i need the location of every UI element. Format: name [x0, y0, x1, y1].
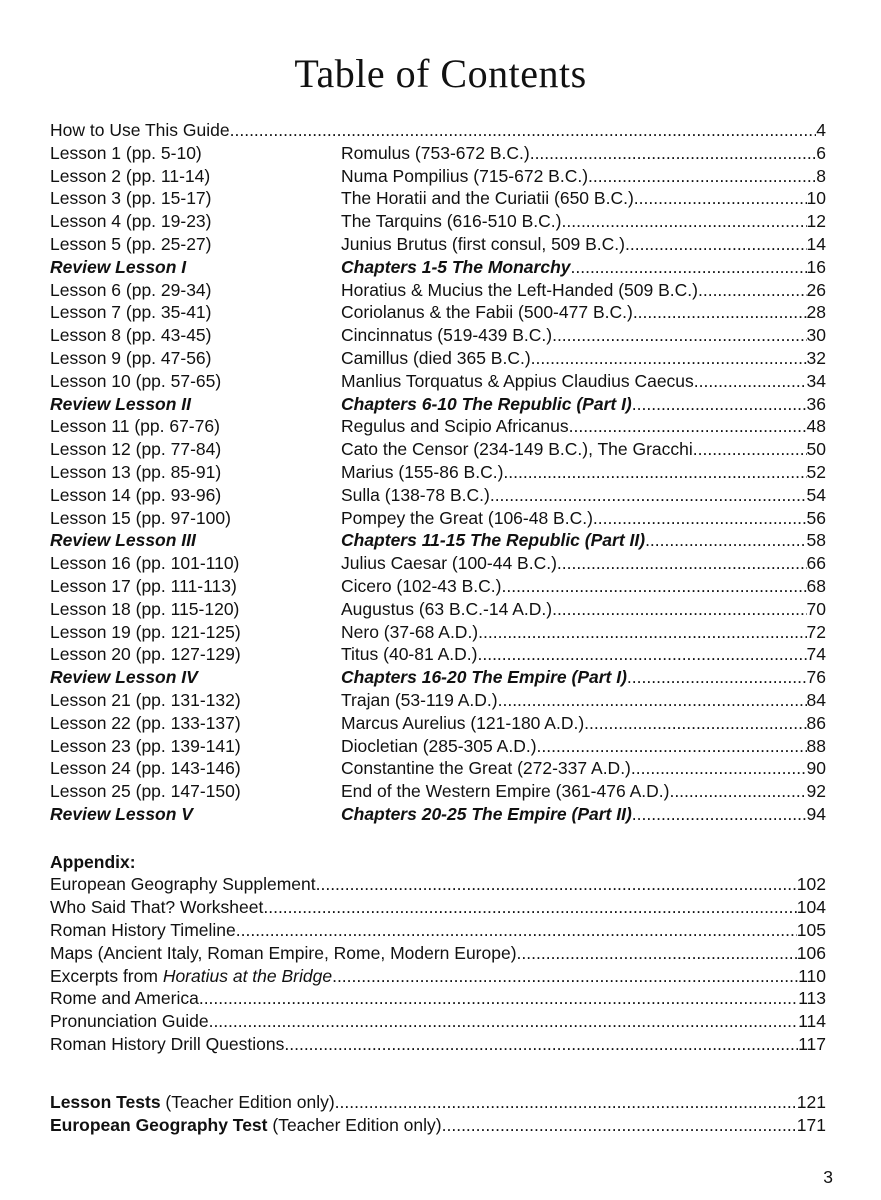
toc-lesson-row[interactable] — [50, 187, 826, 210]
toc-entry — [341, 256, 826, 279]
dot-leader — [490, 484, 807, 507]
dot-leader — [631, 757, 807, 780]
appendix-row[interactable] — [50, 1010, 826, 1033]
toc-entry — [341, 803, 826, 826]
toc-lesson-row[interactable] — [50, 142, 826, 165]
toc-entry-title: Sulla (138-78 B.C.) — [341, 484, 490, 505]
toc-lesson-row[interactable] — [50, 165, 826, 188]
toc-review-row[interactable] — [50, 256, 826, 279]
toc-lesson-label: Lesson 7 (pp. 35-41) — [50, 302, 212, 323]
page-title: Table of Contents — [294, 51, 587, 96]
appendix-row[interactable] — [50, 987, 826, 1010]
toc-entry-title: Camillus (died 365 B.C.) — [341, 347, 531, 368]
toc-entry-title: The Horatii and the Curiatii (650 B.C.) — [341, 188, 634, 209]
toc-entry-title: Augustus (63 B.C.-14 A.D.) — [341, 598, 553, 619]
toc-entry — [341, 598, 826, 621]
toc-entry-title: Regulus and Scipio Africanus — [341, 416, 569, 437]
toc-lesson-label: Lesson 20 (pp. 127-129) — [50, 644, 241, 665]
toc-page-number: 4 — [816, 120, 826, 140]
test-entry-title — [50, 1091, 335, 1114]
toc-lesson-label: Lesson 21 (pp. 131-132) — [50, 689, 241, 710]
toc-lesson-label: Lesson 25 (pp. 147-150) — [50, 781, 241, 802]
dot-leader — [498, 689, 807, 712]
toc-lesson-row[interactable] — [50, 780, 826, 803]
dot-leader — [335, 1091, 797, 1114]
test-row[interactable] — [50, 1091, 826, 1114]
toc-entry — [341, 507, 826, 530]
toc-page-number: 34 — [806, 370, 826, 391]
appendix-page-number: 102 — [796, 874, 826, 894]
toc-lesson-row[interactable] — [50, 210, 826, 233]
toc-entry-title: Trajan (53-119 A.D.) — [341, 689, 498, 710]
appendix-page-number: 104 — [796, 896, 826, 917]
dot-leader — [562, 210, 807, 233]
appendix-page-number: 106 — [796, 942, 826, 963]
toc-entry-title: Romulus (753-672 B.C.) — [341, 142, 530, 163]
toc-entry — [341, 757, 826, 780]
dot-leader — [552, 324, 806, 347]
toc-lesson-row[interactable] — [50, 324, 826, 347]
appendix-page-number: 113 — [798, 988, 826, 1009]
toc-entry-title: Chapters 16-20 The Empire (Part I) — [341, 667, 627, 688]
toc-entry — [341, 142, 826, 165]
dot-leader — [634, 187, 807, 210]
toc-entry-title: Diocletian (285-305 A.D.) — [341, 735, 537, 756]
toc-lesson-label: Lesson 22 (pp. 133-137) — [50, 712, 241, 733]
toc-page-number: 48 — [806, 416, 826, 437]
toc-page-number: 68 — [806, 575, 826, 596]
toc-lesson-label: Lesson 9 (pp. 47-56) — [50, 347, 212, 368]
toc-entry-title: Marius (155-86 B.C.) — [341, 461, 504, 482]
dot-leader — [332, 965, 798, 988]
toc-page-number: 76 — [806, 667, 826, 688]
dot-leader — [478, 621, 806, 644]
toc-list — [50, 119, 826, 826]
toc-entry — [341, 529, 826, 552]
toc-lesson-label: Lesson 16 (pp. 101-110) — [50, 553, 240, 574]
toc-lesson-row[interactable] — [50, 484, 826, 507]
dot-leader — [477, 643, 806, 666]
toc-entry-title: Nero (37-68 A.D.) — [341, 621, 479, 642]
appendix-entry-title: Roman History Drill Questions — [50, 1034, 285, 1055]
toc-entry — [341, 438, 826, 461]
toc-lesson-label: Review Lesson V — [50, 803, 193, 824]
toc-lesson-row[interactable] — [50, 712, 826, 735]
test-page-number: 171 — [796, 1115, 826, 1135]
page-number: 3 — [823, 1167, 833, 1187]
toc-entry — [341, 301, 826, 324]
appendix-entry-italic: Horatius at the Bridge — [162, 965, 333, 986]
toc-entry — [341, 415, 826, 438]
dot-leader — [199, 987, 798, 1010]
toc-lesson-label: Lesson 2 (pp. 11-14) — [50, 165, 211, 186]
appendix-heading: Appendix: — [50, 852, 136, 872]
toc-lesson-label: Review Lesson I — [50, 256, 187, 277]
dot-leader — [698, 279, 807, 302]
dot-leader — [571, 256, 807, 279]
dot-leader — [632, 393, 807, 416]
toc-lesson-label: Lesson 18 (pp. 115-120) — [50, 598, 240, 619]
dot-leader — [633, 301, 807, 324]
toc-entry-title: Chapters 6-10 The Republic (Part I) — [341, 393, 632, 414]
appendix-row[interactable] — [50, 873, 826, 896]
appendix-rows — [50, 873, 826, 1056]
dot-leader — [230, 119, 817, 142]
toc-page-number: 58 — [806, 530, 826, 551]
dot-leader — [236, 919, 797, 942]
toc-entry-title: Chapters 20-25 The Empire (Part II) — [341, 803, 632, 824]
appendix-page-number: 114 — [798, 1011, 826, 1032]
appendix-row[interactable] — [50, 919, 826, 942]
toc-lesson-row[interactable] — [50, 757, 826, 780]
toc-entry — [341, 484, 826, 507]
dot-leader — [501, 575, 806, 598]
toc-entry-title: Coriolanus & the Fabii (500-477 B.C.) — [341, 302, 633, 323]
toc-lesson-label: Review Lesson II — [50, 393, 192, 414]
toc-page-number: 36 — [806, 393, 826, 414]
toc-lesson-row[interactable] — [50, 279, 826, 302]
toc-page-number: 54 — [806, 484, 826, 505]
dot-leader — [537, 735, 807, 758]
toc-entry-title: Cato the Censor (234-149 B.C.), The Gracchi — [341, 439, 693, 460]
toc-review-row[interactable] — [50, 393, 826, 416]
toc-lesson-row[interactable] — [50, 507, 826, 530]
dot-leader — [632, 803, 807, 826]
toc-review-row[interactable] — [50, 529, 826, 552]
toc-entry-title: Horatius & Mucius the Left-Handed (509 B.C.) — [341, 279, 698, 300]
dot-leader — [645, 529, 806, 552]
toc-entry-title: Cincinnatus (519-439 B.C.) — [341, 325, 553, 346]
toc-entry-title: Numa Pompilius (715-672 B.C.) — [341, 165, 589, 186]
appendix-entry-title: Who Said That? Worksheet — [50, 896, 264, 917]
appendix-entry-title — [50, 965, 332, 988]
dot-leader — [316, 873, 797, 896]
toc-lesson-label: Lesson 19 (pp. 121-125) — [50, 621, 241, 642]
toc-entry — [341, 712, 826, 735]
toc-page-number: 50 — [806, 439, 826, 460]
toc-lesson-label: Lesson 8 (pp. 43-45) — [50, 325, 212, 346]
toc-entry — [341, 666, 826, 689]
toc-entry-title: Junius Brutus (first consul, 509 B.C.) — [341, 233, 625, 254]
dot-leader — [531, 347, 807, 370]
toc-page-number: 74 — [806, 644, 826, 665]
toc-entry — [341, 552, 826, 575]
test-page-number: 121 — [796, 1092, 826, 1112]
toc-entry — [341, 324, 826, 347]
toc-lesson-label: Lesson 14 (pp. 93-96) — [50, 484, 222, 505]
toc-entry — [341, 393, 826, 416]
toc-page-number: 66 — [806, 553, 826, 574]
toc-lesson-label: Lesson 17 (pp. 111-113) — [50, 575, 237, 596]
appendix-entry-title: European Geography Supplement — [50, 874, 316, 894]
toc-entry — [341, 461, 826, 484]
toc-entry — [341, 347, 826, 370]
dot-leader — [588, 165, 816, 188]
toc-lesson-row[interactable] — [50, 552, 826, 575]
toc-intro-row[interactable] — [50, 119, 826, 142]
toc-entry — [341, 735, 826, 758]
toc-lesson-row[interactable] — [50, 461, 826, 484]
dot-leader — [693, 438, 807, 461]
toc-page-number: 14 — [806, 233, 826, 254]
dot-leader — [625, 233, 807, 256]
toc-review-row[interactable] — [50, 803, 826, 826]
appendix-row[interactable] — [50, 965, 826, 988]
toc-lesson-row[interactable] — [50, 643, 826, 666]
dot-leader — [694, 370, 807, 393]
toc-lesson-row[interactable] — [50, 575, 826, 598]
toc-page-number: 94 — [806, 803, 826, 824]
toc-entry — [341, 689, 826, 712]
test-entry-bold: Lesson Tests — [50, 1092, 161, 1112]
dot-leader — [263, 896, 796, 919]
dot-leader — [442, 1114, 797, 1137]
test-entry-note: (Teacher Edition only) — [267, 1115, 442, 1135]
toc-page-number: 30 — [806, 325, 826, 346]
appendix-page-number: 117 — [798, 1034, 826, 1055]
toc-entry-title: Julius Caesar (100-44 B.C.) — [341, 553, 557, 574]
toc-entry — [341, 780, 826, 803]
toc-entry — [341, 279, 826, 302]
toc-page-number: 84 — [806, 689, 826, 710]
appendix-section — [50, 851, 826, 1056]
toc-lesson-label: Lesson 13 (pp. 85-91) — [50, 461, 222, 482]
toc-entry — [341, 643, 826, 666]
dot-leader — [593, 507, 807, 530]
toc-page-number: 72 — [806, 621, 826, 642]
toc-entry — [341, 621, 826, 644]
dot-leader — [530, 142, 817, 165]
test-row[interactable] — [50, 1114, 826, 1137]
toc-page-number: 8 — [816, 165, 826, 186]
toc-lesson-row[interactable] — [50, 438, 826, 461]
appendix-row[interactable] — [50, 896, 826, 919]
toc-entry-title: Manlius Torquatus & Appius Claudius Caecus — [341, 370, 694, 391]
dot-leader — [552, 598, 806, 621]
appendix-entry-title: Roman History Timeline — [50, 919, 236, 940]
dot-leader — [584, 712, 806, 735]
appendix-page-number: 110 — [798, 965, 826, 986]
dot-leader — [503, 461, 806, 484]
dot-leader — [569, 415, 807, 438]
toc-page-number: 86 — [806, 712, 826, 733]
toc-entry-title: Constantine the Great (272-337 A.D.) — [341, 758, 631, 779]
toc-lesson-label: Lesson 23 (pp. 139-141) — [50, 735, 241, 756]
toc-page-number: 32 — [806, 347, 826, 368]
toc-lesson-label: Lesson 3 (pp. 15-17) — [50, 188, 212, 209]
toc-page-number: 92 — [806, 781, 826, 802]
toc-page-number: 56 — [806, 507, 826, 528]
dot-leader — [669, 780, 806, 803]
toc-page-number: 70 — [806, 598, 826, 619]
toc-lesson-label: Lesson 15 (pp. 97-100) — [50, 507, 231, 528]
toc-lesson-label: Lesson 10 (pp. 57-65) — [50, 370, 222, 391]
toc-page-number: 10 — [806, 188, 826, 209]
toc-lesson-row[interactable] — [50, 301, 826, 324]
appendix-entry-title: Maps (Ancient Italy, Roman Empire, Rome, Modern Europe) — [50, 942, 517, 963]
dot-leader — [284, 1033, 798, 1056]
toc-review-row[interactable] — [50, 666, 826, 689]
toc-lesson-label: Lesson 11 (pp. 67-76) — [50, 416, 220, 437]
toc-lesson-row[interactable] — [50, 735, 826, 758]
toc-lesson-label: Review Lesson III — [50, 530, 196, 551]
toc-entry-title: End of the Western Empire (361-476 A.D.) — [341, 781, 670, 802]
toc-page-number: 28 — [806, 302, 826, 323]
toc-page-number: 6 — [816, 142, 826, 163]
toc-lesson-row[interactable] — [50, 347, 826, 370]
toc-entry-title: The Tarquins (616-510 B.C.) — [341, 211, 562, 232]
toc-lesson-row[interactable] — [50, 370, 826, 393]
toc-lesson-label: Review Lesson IV — [50, 667, 198, 688]
toc-entry — [341, 187, 826, 210]
toc-page-number: 90 — [806, 758, 826, 779]
appendix-row[interactable] — [50, 1033, 826, 1056]
dot-leader — [557, 552, 807, 575]
toc-entry-title: Titus (40-81 A.D.) — [341, 644, 478, 665]
appendix-entry-title: Pronunciation Guide — [50, 1011, 209, 1032]
appendix-row[interactable] — [50, 942, 826, 965]
toc-lesson-row[interactable] — [50, 233, 826, 256]
lesson-rows — [50, 142, 826, 826]
toc-page-number: 16 — [806, 256, 826, 277]
appendix-page-number: 105 — [796, 919, 826, 940]
test-entry-note: (Teacher Edition only) — [160, 1092, 335, 1112]
toc-entry-title: Chapters 1-5 The Monarchy — [341, 256, 571, 277]
dot-leader — [517, 942, 797, 965]
dot-leader — [627, 666, 807, 689]
toc-entry — [341, 210, 826, 233]
toc-entry — [341, 165, 826, 188]
toc-lesson-label: Lesson 4 (pp. 19-23) — [50, 211, 212, 232]
toc-entry-title: Marcus Aurelius (121-180 A.D.) — [341, 712, 585, 733]
toc-entry — [341, 233, 826, 256]
toc-page-number: 88 — [806, 735, 826, 756]
toc-entry-title: Chapters 11-15 The Republic (Part II) — [341, 530, 646, 551]
toc-lesson-label: Lesson 1 (pp. 5-10) — [50, 142, 202, 163]
appendix-entry-prefix: Excerpts from — [50, 965, 163, 986]
toc-page-number: 52 — [806, 461, 826, 482]
toc-lesson-row[interactable] — [50, 621, 826, 644]
toc-page-number: 12 — [806, 211, 826, 232]
toc-entry — [341, 575, 826, 598]
toc-entry-title: Pompey the Great (106-48 B.C.) — [341, 507, 593, 528]
toc-lesson-row[interactable] — [50, 689, 826, 712]
toc-page-number: 26 — [806, 279, 826, 300]
toc-lesson-label: Lesson 12 (pp. 77-84) — [50, 439, 222, 460]
toc-lesson-row[interactable] — [50, 598, 826, 621]
toc-lesson-label: Lesson 5 (pp. 25-27) — [50, 233, 212, 254]
toc-lesson-label: Lesson 6 (pp. 29-34) — [50, 279, 212, 300]
dot-leader — [209, 1010, 799, 1033]
tests-section — [50, 1091, 826, 1137]
toc-intro-text: How to Use This Guide — [50, 120, 230, 140]
test-entry-bold: European Geography Test — [50, 1115, 268, 1135]
test-entry-title — [50, 1114, 442, 1137]
toc-entry-title: Cicero (102-43 B.C.) — [341, 575, 502, 596]
toc-lesson-row[interactable] — [50, 415, 826, 438]
toc-entry — [341, 370, 826, 393]
appendix-entry-title: Rome and America — [50, 988, 199, 1009]
toc-lesson-label: Lesson 24 (pp. 143-146) — [50, 758, 241, 779]
